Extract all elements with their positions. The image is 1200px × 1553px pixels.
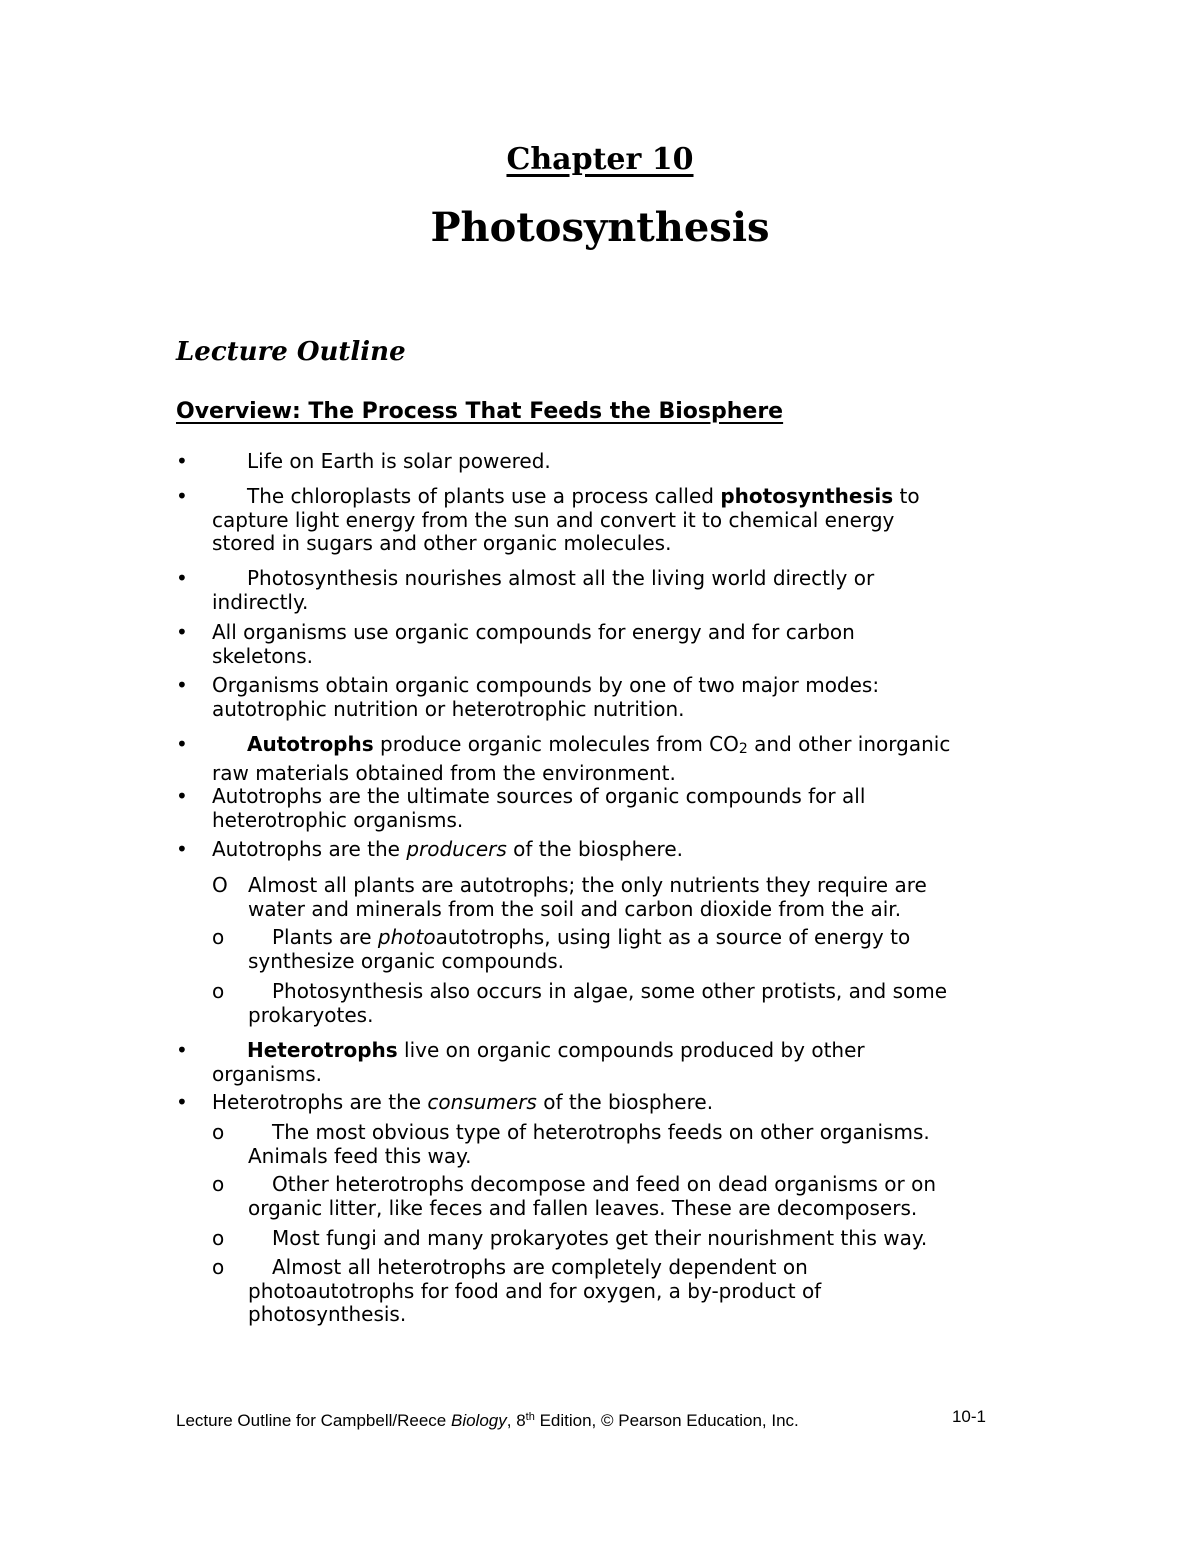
bullet-marker: •: [176, 1090, 188, 1114]
lecture-outline-heading: Lecture Outline: [176, 337, 406, 367]
page-title: Photosynthesis: [430, 204, 770, 251]
circle-marker: o: [212, 1226, 225, 1250]
footer-text: Lecture Outline for Campbell/Reece Biology, 8th Edition, © Pearson Education, Inc.: [176, 1411, 799, 1430]
circle-marker: o: [212, 1255, 225, 1279]
bullet-marker: •: [176, 837, 188, 861]
bullet-marker: •: [176, 566, 188, 590]
bullet-marker: •: [176, 1038, 188, 1062]
page-number: 10-1: [951, 1407, 986, 1426]
bullet-marker: •: [176, 484, 188, 508]
circle-marker: o: [212, 1172, 225, 1196]
section-heading: Overview: The Process That Feeds the Biosphere: [176, 399, 784, 424]
chapter-heading: Chapter 10: [506, 142, 694, 177]
bullet-marker: •: [176, 673, 188, 697]
circle-marker: O: [212, 873, 228, 897]
document-page: Chapter 10 Photosynthesis Lecture Outline Overview: The Process That Feeds the Biosphere • Life on Earth is solar powered. • The chloroplasts of plants use a process called photosynthesis to capture light energy from the sun and convert it to chemical energy stored in sugars and other organic molecules. • Photosynthesis nourishes almost all the living world directly or indirectly. • All organisms use organic compounds for energy and for carbon skeletons. • Organisms obtain organic compounds by one of two major modes: autotrophic nutrition or heterotrophic nutrition. • Autotrophs produce organic molecules from $CO_2$ and other inorganic raw materials obtained from the environment. • Autotrophs are the ultimate sources of organic compounds for all heterotrophic organisms. • Autotrophs are the producers of the biosphere. O Almost all plants are autotrophs; the only nutrients they require are water and minerals from the soil and carbon dioxide from the air. o Plants are photoautotrophs, using light as a source of energy to synthesize organic compounds. o Photosynthesis also occurs in algae, some other protists, and some prokaryotes. • Heterotrophs live on organic compounds produced by other organisms. • Heterotrophs are the consumers of the biosphere. o The most obvious type of heterotrophs feeds on other organisms. Animals feed this way. o Other heterotrophs decompose and feed on dead organisms or on organic litter, like feces and fallen leaves. These are decomposers. o Most fungi and many prokaryotes get their nourishment this way. o Almost all heterotrophs are completely dependent on photoautotrophs for food and for oxygen, a by-product of photosynthesis. Lecture Outline for Campbell/Reece Biology, 8th Edition, © Pearson Education, Inc. 10-1: [0, 0, 1200, 1553]
circle-marker: o: [212, 979, 225, 1003]
circle-marker: o: [212, 925, 225, 949]
page-footer: [176, 1406, 996, 1432]
bullet-marker: •: [176, 620, 188, 644]
circle-marker: o: [212, 1120, 225, 1144]
bullet-marker: •: [176, 449, 188, 473]
bullet-marker: •: [176, 732, 188, 756]
bullet-marker: •: [176, 784, 188, 808]
